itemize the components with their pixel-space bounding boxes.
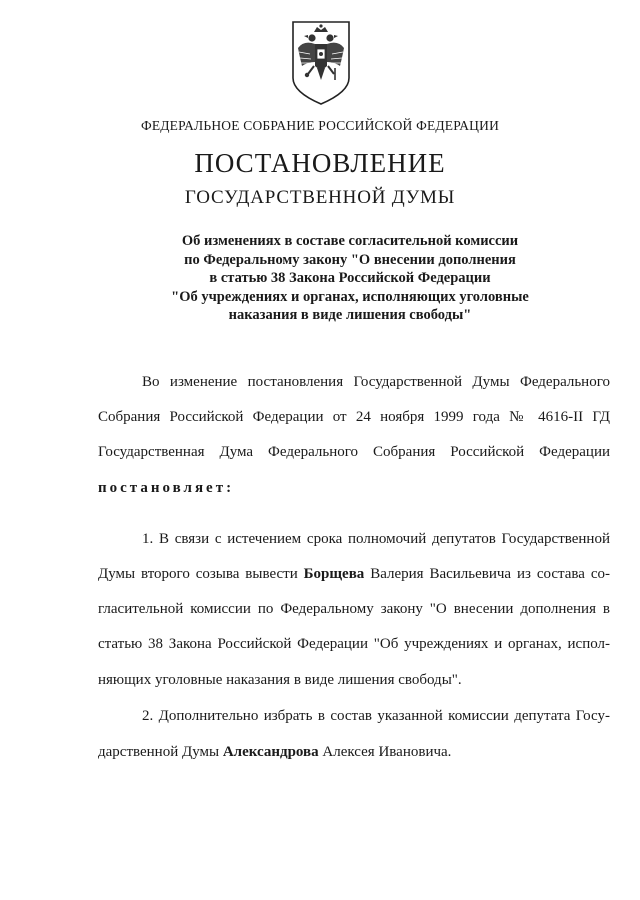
resolves-word: постановляет: bbox=[98, 480, 235, 496]
item1-text: Думы второго созыва вывести bbox=[98, 566, 304, 582]
item2-text: Алексея Ивановича. bbox=[318, 744, 452, 760]
item1-line: статью 38 Закона Российской Федерации "Об учреждениях и органах, испол- bbox=[98, 636, 610, 652]
item2-text: дарственной Думы bbox=[98, 744, 223, 760]
item1-line: гласительной комиссии по Федеральному закону "О внесении дополнения в bbox=[98, 601, 610, 617]
item1-text: Валерия Васильевича из состава со- bbox=[364, 566, 610, 582]
item2-line bbox=[98, 744, 610, 761]
preamble-line: Во изменение постановления Государственной Думы Федерального bbox=[142, 374, 610, 390]
item1-line: 1. В связи с истечением срока полномочий депутатов Государственной bbox=[142, 531, 610, 547]
subject-line: "Об учреждениях и органах, исполняющих уголовные bbox=[171, 288, 529, 305]
subject-line: наказания в виде лишения свободы" bbox=[228, 307, 472, 323]
item1-line bbox=[98, 566, 610, 583]
coat-of-arms-icon bbox=[290, 18, 352, 106]
deputy-name-removed: Борщева bbox=[303, 566, 365, 582]
issuing-body-title: ГОСУДАРСТВЕННОЙ ДУМЫ bbox=[184, 187, 456, 208]
resolves-line bbox=[98, 480, 610, 497]
subject-line: Об изменениях в составе согласительной комиссии bbox=[181, 233, 519, 249]
item1-line: няющих уголовные наказания в виде лишения свободы". bbox=[98, 672, 462, 688]
item2-line: 2. Дополнительно избрать в состав указанной комиссии депутата Госу- bbox=[142, 708, 610, 724]
subject-line: в статью 38 Закона Российской Федерации bbox=[209, 270, 491, 286]
preamble-line: Государственная Дума Федерального Собрания Российской Федерации bbox=[98, 444, 610, 460]
organization-name: ФЕДЕРАЛЬНОЕ СОБРАНИЕ РОССИЙСКОЙ ФЕДЕРАЦИИ bbox=[140, 118, 500, 133]
subject-line: по Федеральному закону "О внесении дополнения bbox=[184, 251, 516, 268]
document-type-title: ПОСТАНОВЛЕНИЕ bbox=[194, 148, 446, 178]
preamble-line: Собрания Российской Федерации от 24 ноября 1999 года № 4616-II ГД bbox=[98, 409, 610, 425]
document-subject bbox=[160, 232, 540, 325]
deputy-name-added: Александрова bbox=[222, 744, 319, 760]
